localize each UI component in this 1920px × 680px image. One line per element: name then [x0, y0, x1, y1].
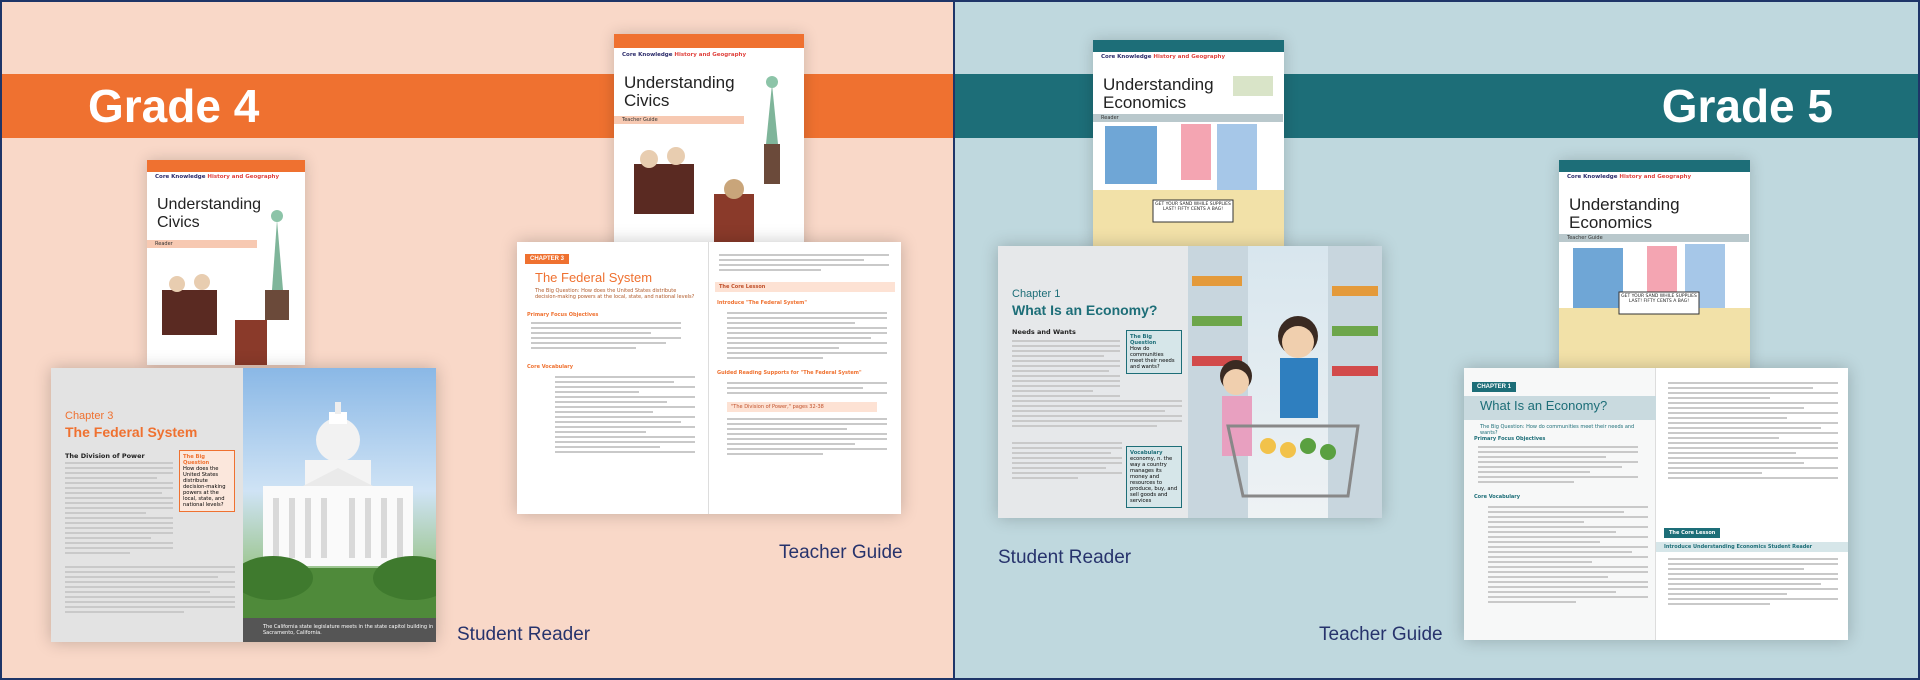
big-question-box: The Big Question How do communities meet their needs and wants?: [1126, 330, 1182, 374]
cover-label: Reader: [1093, 114, 1283, 122]
chapter-title: The Federal System: [535, 270, 653, 285]
photo-caption: The California state legislature meets in the state capitol building in Sacramento, California.: [263, 624, 434, 636]
brand-logo: Core Knowledge History and Geography: [622, 52, 747, 58]
big-question: The Big Question: How does the United States distribute decision-making powers at the local, state, and national levels?: [535, 288, 695, 300]
vocabulary-box: Vocabulary economy, n. the way a country manages its money and resources to produce, buy, and sell goods and services: [1126, 446, 1182, 508]
intro-heading: Introduce "The Federal System": [717, 300, 807, 306]
chapter-tag: CHAPTER 1: [1472, 382, 1516, 392]
civics-reader-spread: [51, 368, 436, 642]
cover-label: Reader: [147, 240, 257, 248]
grade-4-title: Grade 4: [88, 80, 260, 132]
g5-teacher-guide-caption: Teacher Guide: [1319, 624, 1443, 645]
cover-label: Teacher Guide: [1559, 234, 1749, 242]
chapter-title: What Is an Economy?: [1012, 302, 1158, 318]
guided-reading-heading: Guided Reading Supports for "The Federal System": [717, 370, 862, 376]
g4-student-reader-caption: Student Reader: [457, 624, 591, 645]
chapter-number: Chapter 1: [1012, 288, 1061, 300]
grocery-store-photo: [1188, 246, 1382, 518]
chapter-title: What Is an Economy?: [1480, 398, 1608, 413]
economics-teacher-guide-cover: [1559, 160, 1750, 372]
section-bar: "The Division of Power," pages 32-38: [727, 402, 877, 412]
objectives-heading: Primary Focus Objectives: [527, 312, 599, 318]
intro-heading: Introduce Understanding Economics Student Reader: [1656, 542, 1848, 552]
cover-label: Teacher Guide: [614, 116, 744, 124]
cover-title: Understanding Economics: [1569, 195, 1680, 232]
brand-logo: Core Knowledge History and Geography: [1101, 54, 1226, 60]
cover-title: Understanding Economics: [1103, 75, 1214, 112]
civics-reader-cover: [147, 160, 305, 365]
g4-teacher-guide-caption: Teacher Guide: [779, 542, 903, 563]
section-lead: Needs and Wants: [1012, 328, 1076, 336]
cover-title: Understanding Civics: [624, 73, 735, 110]
brand-logo: Core Knowledge History and Geography: [1567, 174, 1692, 180]
sand-sign: GET YOUR SAND WHILE SUPPLIES LAST! FIFTY CENTS A BAG!: [1155, 202, 1231, 212]
big-question: The Big Question: How do communities meet their needs and wants?: [1480, 424, 1635, 436]
g5-student-reader-caption: Student Reader: [998, 547, 1132, 568]
grade-5-title: Grade 5: [1661, 80, 1833, 132]
economics-illustration: [1093, 60, 1284, 252]
chapter-number: Chapter 3: [65, 410, 114, 422]
big-question-box: The Big Question How does the United States distribute decision-making powers at the local, state, and national levels?: [179, 450, 235, 512]
economics-illustration: [1559, 180, 1750, 372]
objectives-heading: Primary Focus Objectives: [1474, 436, 1546, 442]
sand-sign: GET YOUR SAND WHILE SUPPLIES LAST! FIFTY CENTS A BAG!: [1621, 294, 1697, 304]
vocabulary-heading: Core Vocabulary: [527, 364, 574, 370]
cover-title: Understanding Civics: [157, 196, 262, 231]
civics-illustration: [614, 64, 804, 264]
chapter-title: The Federal System: [65, 424, 198, 440]
core-lesson-tag: The Core Lesson: [1664, 528, 1720, 538]
civics-teacher-guide-spread: [517, 242, 901, 514]
civics-teacher-guide-cover: [614, 34, 804, 264]
chapter-tag: CHAPTER 3: [525, 254, 569, 264]
economics-reader-spread: [998, 246, 1382, 518]
section-lead: The Division of Power: [65, 452, 145, 460]
economics-teacher-guide-spread: [1464, 368, 1848, 640]
economics-reader-cover: [1093, 40, 1284, 252]
brand-logo: Core Knowledge History and Geography: [155, 174, 280, 180]
capitol-building-photo: [243, 368, 436, 642]
vocabulary-heading: Core Vocabulary: [1474, 494, 1521, 500]
core-lesson-bar: The Core Lesson: [715, 282, 895, 292]
civics-illustration: [147, 180, 305, 365]
